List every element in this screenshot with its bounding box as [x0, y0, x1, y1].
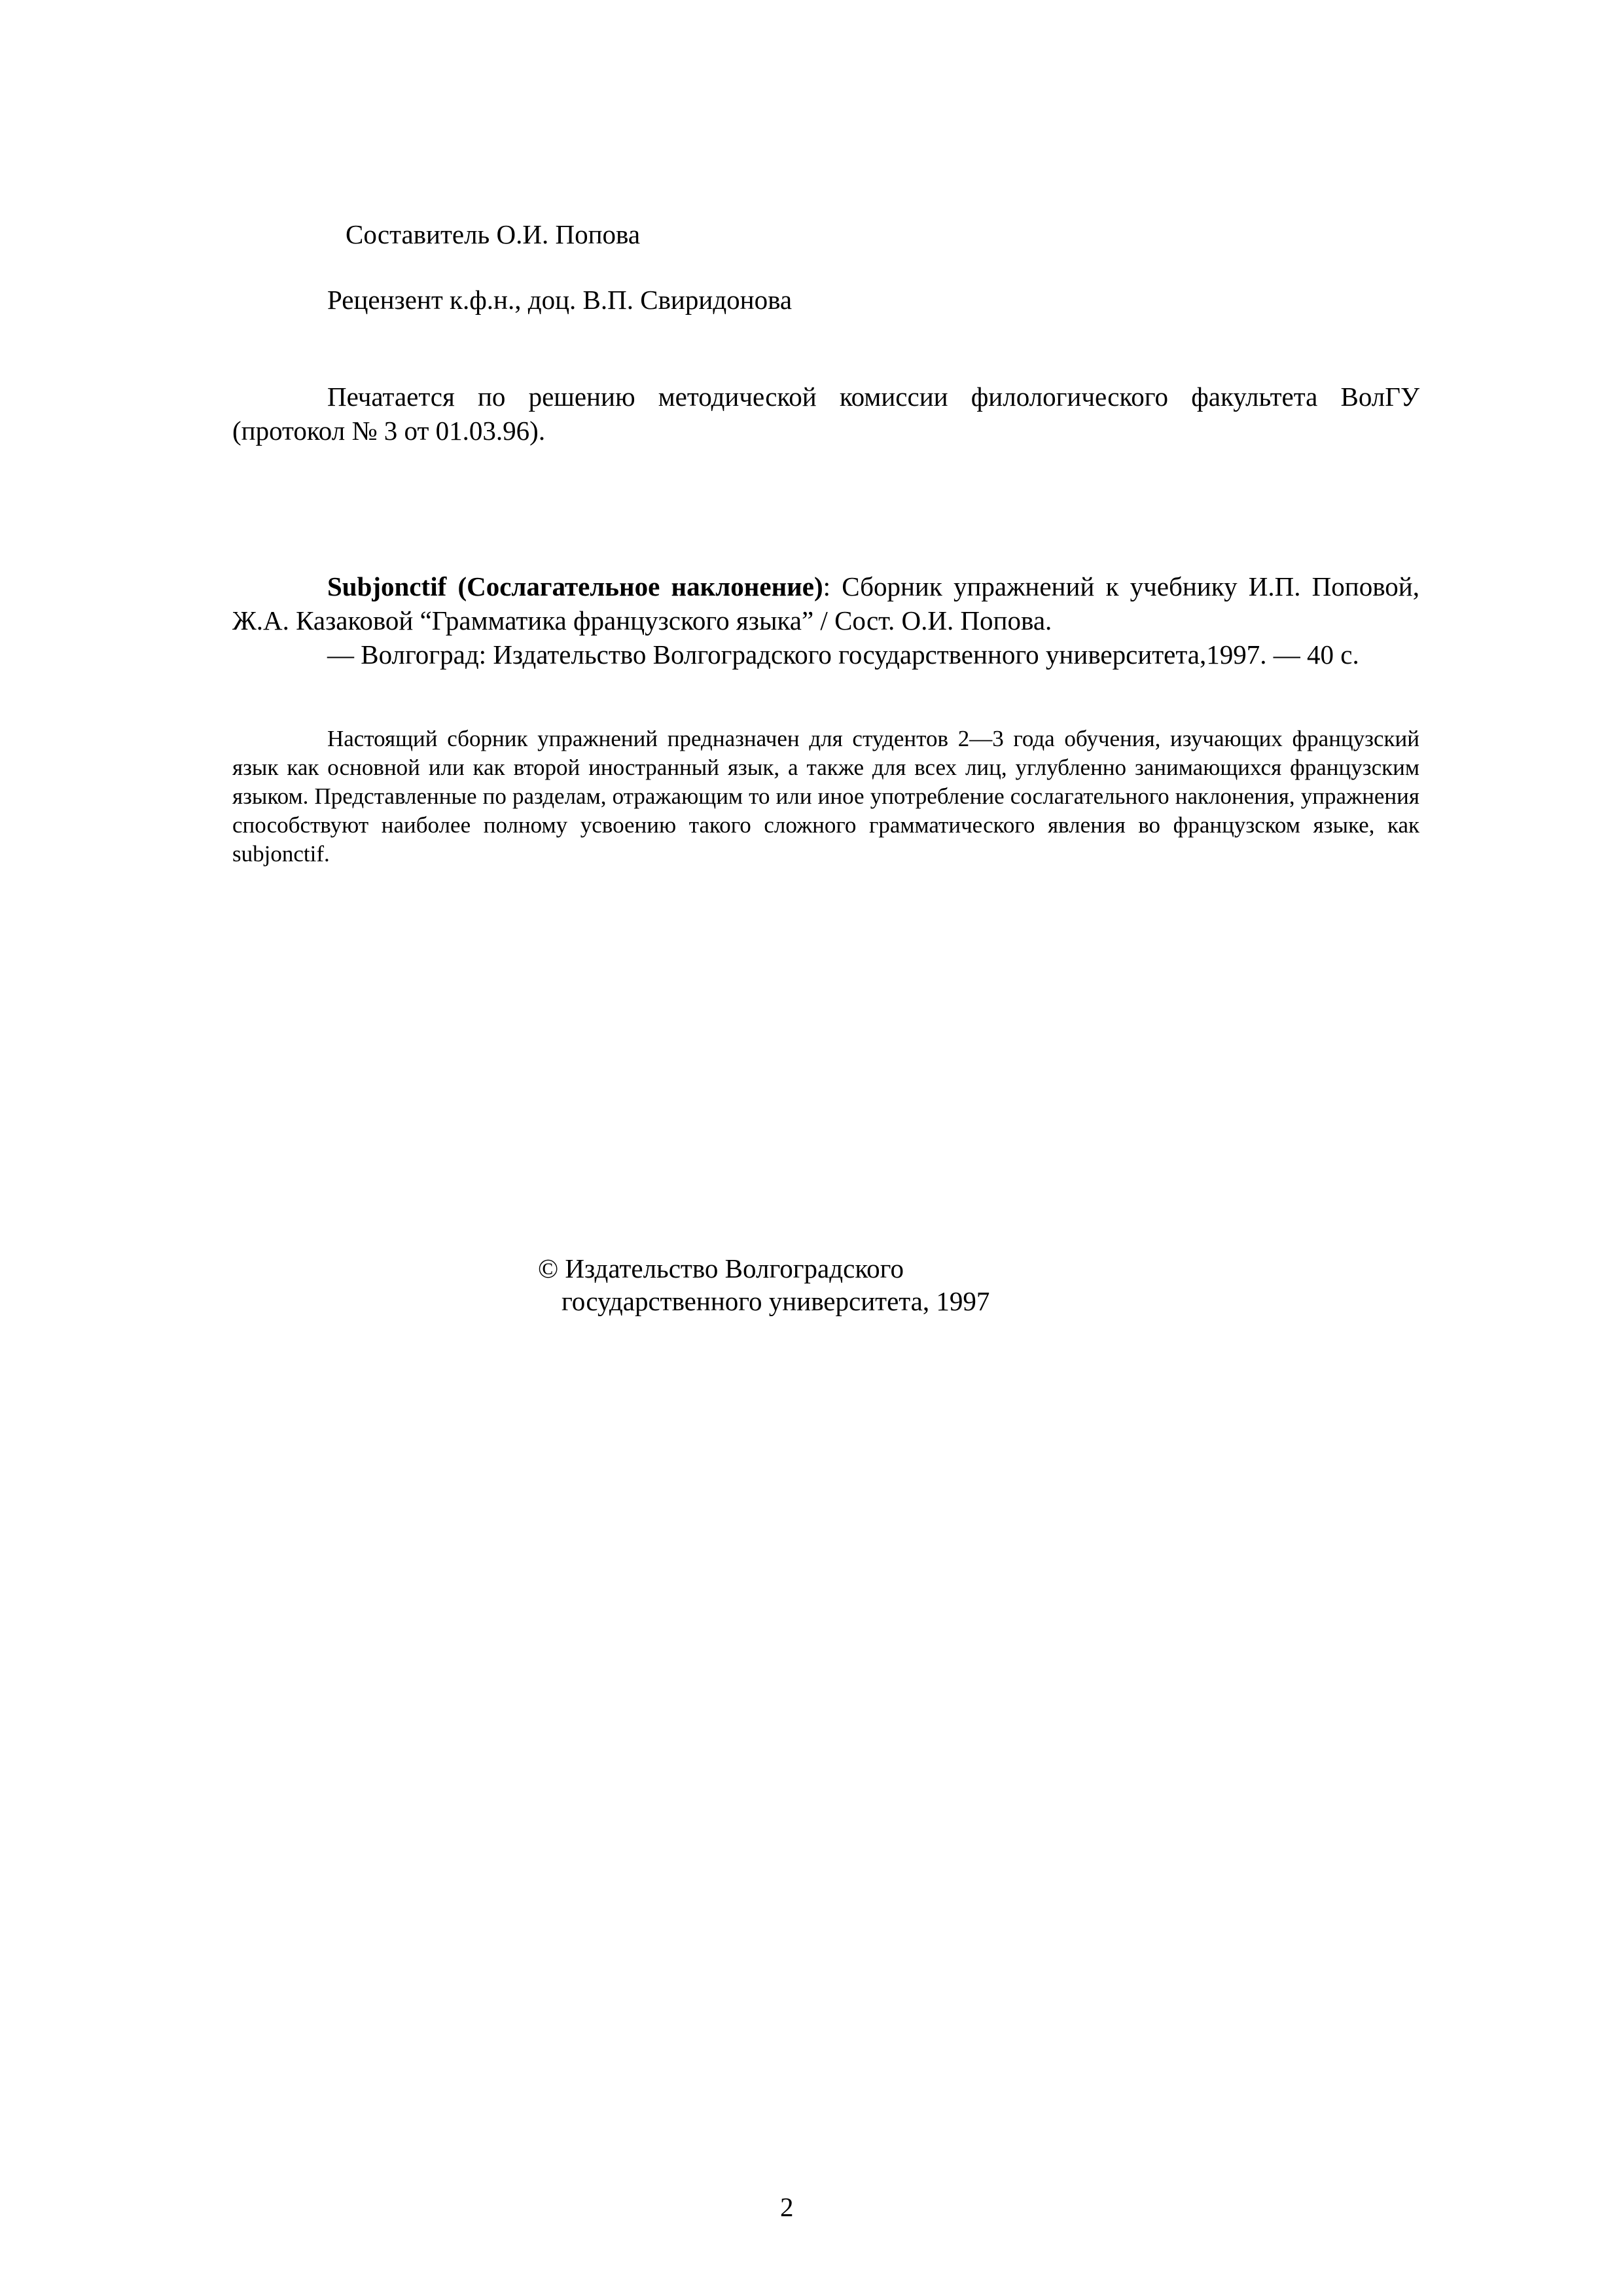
copyright-line-2: государственного университета, 1997 [562, 1286, 990, 1316]
copyright-line-1: © Издательство Волгоградского [538, 1253, 904, 1283]
approval-paragraph [232, 380, 1419, 448]
page-number: 2 [780, 2192, 794, 2222]
publisher-line: — Волгоград: Издательство Волгоградского государственного университета,1997. — 40 с. [327, 639, 1359, 670]
reviewer-line: Рецензент к.ф.н., доц. В.П. Свиридонова [327, 285, 793, 315]
annotation-paragraph [232, 725, 1419, 869]
approval-text: Печатается по решению методической комиссии филологического факультета ВолГУ (протокол № 3 от 01.03.96). [232, 382, 1419, 446]
compiler-line: Составитель О.И. Попова [346, 219, 641, 249]
book-details: : Сборник упражнений к учебнику И.П. Поповой, Ж.А. Казаковой “Грамматика французского языка” / Сост. О.И. Попова. [232, 571, 1419, 636]
book-title: Subjonctif (Сослагательное наклонение) [327, 571, 823, 601]
bibliographic-description [232, 569, 1419, 637]
annotation-text: Настоящий сборник упражнений предназначен для студентов 2—3 года обучения, изучающих французский язык как основной или как второй иностранный язык, а также для всех лиц, углубленно занимающихся французским языком. Представленные по разделам, отражающим то или иное употребление сослагательного наклонения, упражнения способствуют наиболее полному усвоению такого сложного грамматического явления во французском языке, как subjonctif. [232, 726, 1419, 867]
